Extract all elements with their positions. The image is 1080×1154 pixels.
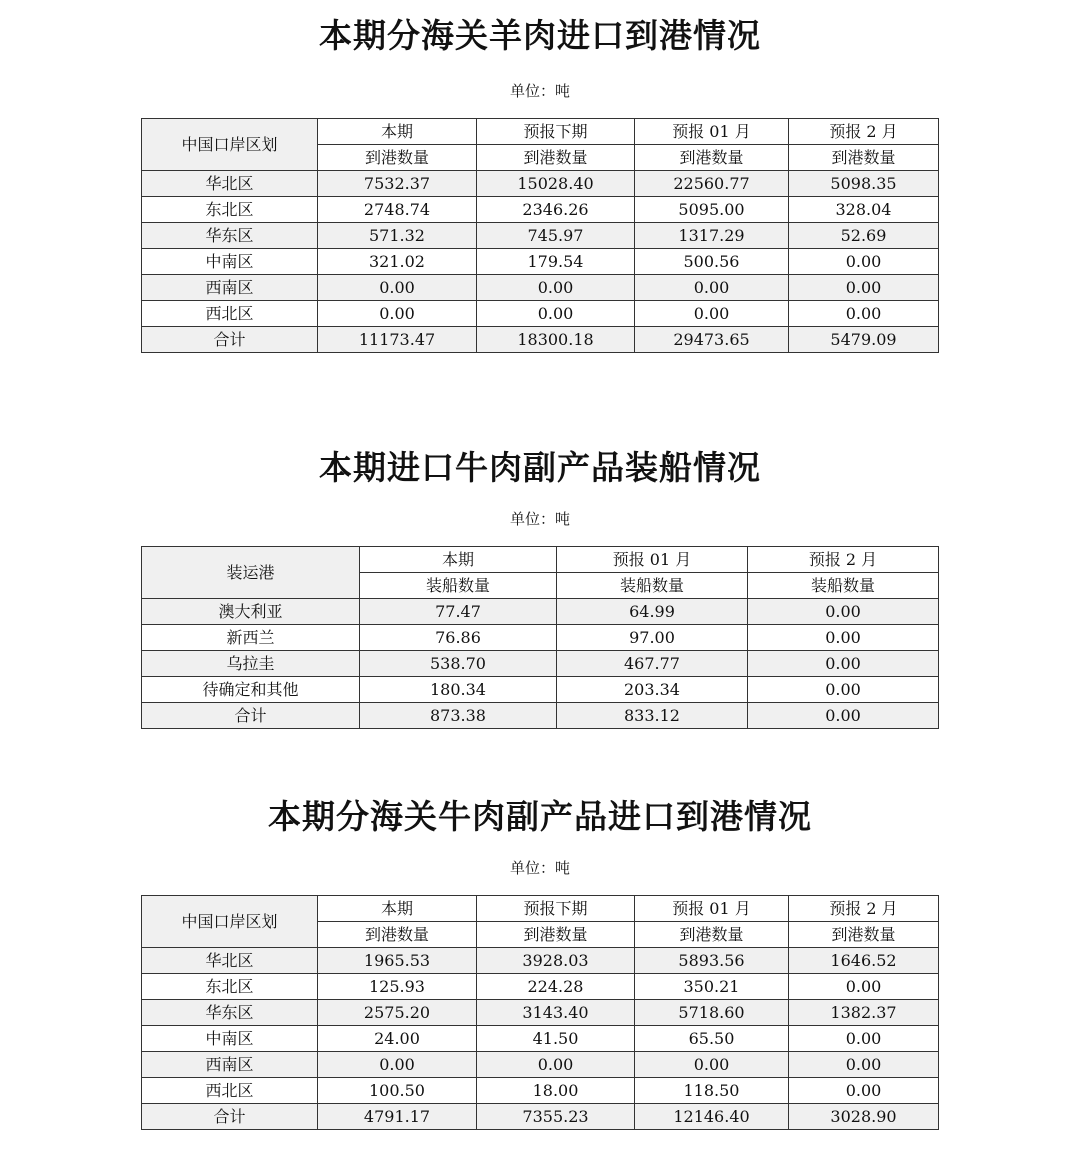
- table-cell: 64.99: [557, 599, 748, 625]
- column-subheader: 装船数量: [557, 573, 748, 599]
- header-row: [142, 896, 939, 922]
- table-cell: 203.34: [557, 677, 748, 703]
- corner-header: 装运港: [142, 547, 360, 599]
- mutton-arrival-table: [141, 118, 939, 353]
- table-cell: 5479.09: [789, 327, 939, 353]
- column-subheader: 装船数量: [748, 573, 939, 599]
- row-label: 中南区: [142, 249, 318, 275]
- column-subheader: 到港数量: [318, 145, 477, 171]
- table-cell: 350.21: [635, 974, 789, 1000]
- table-cell: 7532.37: [318, 171, 477, 197]
- column-header: 预报 01 月: [635, 896, 789, 922]
- row-label: 待确定和其他: [142, 677, 360, 703]
- column-header: 预报下期: [477, 119, 635, 145]
- row-label: 华北区: [142, 948, 318, 974]
- table1-title: 本期分海关羊肉进口到港情况: [319, 16, 761, 55]
- table-cell: 22560.77: [635, 171, 789, 197]
- table3-unit-label: 单位：吨: [509, 859, 570, 877]
- header-row: [142, 119, 939, 145]
- table-cell: 0.00: [789, 1026, 939, 1052]
- table-row: [142, 1052, 939, 1078]
- table-cell: 0.00: [789, 249, 939, 275]
- table-cell: 5718.60: [635, 1000, 789, 1026]
- table-cell: 76.86: [360, 625, 557, 651]
- table-cell: 179.54: [477, 249, 635, 275]
- table-cell: 0.00: [635, 1052, 789, 1078]
- table-cell: 52.69: [789, 223, 939, 249]
- table-row: [142, 651, 939, 677]
- column-header: 预报 01 月: [557, 547, 748, 573]
- table-cell: 29473.65: [635, 327, 789, 353]
- table-row: [142, 1078, 939, 1104]
- table3-title: 本期分海关牛肉副产品进口到港情况: [268, 797, 812, 836]
- column-header: 预报 2 月: [789, 119, 939, 145]
- row-label: 合计: [142, 703, 360, 729]
- table-cell: 3928.03: [477, 948, 635, 974]
- table-cell: 873.38: [360, 703, 557, 729]
- table-cell: 0.00: [748, 599, 939, 625]
- row-label: 华东区: [142, 1000, 318, 1026]
- table-cell: 321.02: [318, 249, 477, 275]
- column-header: 预报下期: [477, 896, 635, 922]
- table-cell: 18300.18: [477, 327, 635, 353]
- column-subheader: 到港数量: [477, 145, 635, 171]
- header-row: [142, 547, 939, 573]
- row-label: 东北区: [142, 974, 318, 1000]
- table-cell: 5095.00: [635, 197, 789, 223]
- table-cell: 5098.35: [789, 171, 939, 197]
- table-cell: 0.00: [789, 275, 939, 301]
- column-header: 本期: [360, 547, 557, 573]
- table-cell: 5893.56: [635, 948, 789, 974]
- table-cell: 0.00: [318, 275, 477, 301]
- column-subheader: 到港数量: [635, 922, 789, 948]
- table-cell: 118.50: [635, 1078, 789, 1104]
- table-row: [142, 327, 939, 353]
- column-subheader: 到港数量: [318, 922, 477, 948]
- row-label: 合计: [142, 1104, 318, 1130]
- table-cell: 467.77: [557, 651, 748, 677]
- row-label: 中南区: [142, 1026, 318, 1052]
- table-cell: 1646.52: [789, 948, 939, 974]
- table-cell: 125.93: [318, 974, 477, 1000]
- row-label: 西北区: [142, 301, 318, 327]
- table-cell: 97.00: [557, 625, 748, 651]
- table-cell: 0.00: [748, 651, 939, 677]
- row-label: 华北区: [142, 171, 318, 197]
- row-label: 新西兰: [142, 625, 360, 651]
- table-row: [142, 599, 939, 625]
- table-cell: 328.04: [789, 197, 939, 223]
- table-cell: 2575.20: [318, 1000, 477, 1026]
- table-cell: 0.00: [748, 677, 939, 703]
- row-label: 乌拉圭: [142, 651, 360, 677]
- row-label: 西北区: [142, 1078, 318, 1104]
- table-cell: 24.00: [318, 1026, 477, 1052]
- column-subheader: 到港数量: [477, 922, 635, 948]
- column-header: 预报 01 月: [635, 119, 789, 145]
- row-label: 合计: [142, 327, 318, 353]
- table-cell: 77.47: [360, 599, 557, 625]
- table-cell: 2748.74: [318, 197, 477, 223]
- table-row: [142, 974, 939, 1000]
- column-subheader: 装船数量: [360, 573, 557, 599]
- row-label: 华东区: [142, 223, 318, 249]
- beef-byproduct-shipment-table: [141, 546, 939, 729]
- table-cell: 15028.40: [477, 171, 635, 197]
- table-cell: 0.00: [477, 301, 635, 327]
- table-cell: 224.28: [477, 974, 635, 1000]
- table-cell: 18.00: [477, 1078, 635, 1104]
- table-cell: 0.00: [789, 974, 939, 1000]
- column-header: 预报 2 月: [748, 547, 939, 573]
- table-row: [142, 197, 939, 223]
- row-label: 西南区: [142, 1052, 318, 1078]
- table-row: [142, 249, 939, 275]
- row-label: 东北区: [142, 197, 318, 223]
- table1-unit-label: 单位：吨: [509, 82, 570, 100]
- table2-unit-label: 单位：吨: [509, 510, 570, 528]
- table-row: [142, 948, 939, 974]
- row-label: 澳大利亚: [142, 599, 360, 625]
- table-cell: 1965.53: [318, 948, 477, 974]
- table-cell: 0.00: [789, 1078, 939, 1104]
- table-cell: 745.97: [477, 223, 635, 249]
- table-cell: 0.00: [318, 1052, 477, 1078]
- column-subheader: 到港数量: [635, 145, 789, 171]
- column-header: 预报 2 月: [789, 896, 939, 922]
- column-subheader: 到港数量: [789, 145, 939, 171]
- table-row: [142, 1104, 939, 1130]
- column-header: 本期: [318, 896, 477, 922]
- table-cell: 0.00: [748, 625, 939, 651]
- table-cell: 500.56: [635, 249, 789, 275]
- table-cell: 833.12: [557, 703, 748, 729]
- table-cell: 2346.26: [477, 197, 635, 223]
- table-row: [142, 223, 939, 249]
- row-label: 西南区: [142, 275, 318, 301]
- table-cell: 0.00: [477, 1052, 635, 1078]
- table-cell: 3028.90: [789, 1104, 939, 1130]
- table-cell: 0.00: [789, 301, 939, 327]
- table-cell: 0.00: [635, 275, 789, 301]
- table-cell: 3143.40: [477, 1000, 635, 1026]
- table-row: [142, 703, 939, 729]
- column-header: 本期: [318, 119, 477, 145]
- table-cell: 538.70: [360, 651, 557, 677]
- table-row: [142, 1026, 939, 1052]
- column-subheader: 到港数量: [789, 922, 939, 948]
- table-cell: 41.50: [477, 1026, 635, 1052]
- table-cell: 100.50: [318, 1078, 477, 1104]
- table-cell: 7355.23: [477, 1104, 635, 1130]
- table-row: [142, 171, 939, 197]
- table-cell: 1317.29: [635, 223, 789, 249]
- table-cell: 0.00: [318, 301, 477, 327]
- table-cell: 180.34: [360, 677, 557, 703]
- table-row: [142, 677, 939, 703]
- table-cell: 0.00: [789, 1052, 939, 1078]
- table-row: [142, 1000, 939, 1026]
- table-cell: 11173.47: [318, 327, 477, 353]
- table-cell: 0.00: [748, 703, 939, 729]
- table-row: [142, 625, 939, 651]
- table-cell: 571.32: [318, 223, 477, 249]
- beef-byproduct-arrival-table: [141, 895, 939, 1130]
- corner-header: 中国口岸区划: [142, 119, 318, 171]
- table-cell: 4791.17: [318, 1104, 477, 1130]
- table2-title: 本期进口牛肉副产品装船情况: [319, 448, 761, 487]
- table-cell: 0.00: [477, 275, 635, 301]
- table-cell: 0.00: [635, 301, 789, 327]
- table-cell: 1382.37: [789, 1000, 939, 1026]
- table-row: [142, 301, 939, 327]
- table-row: [142, 275, 939, 301]
- table-cell: 65.50: [635, 1026, 789, 1052]
- corner-header: 中国口岸区划: [142, 896, 318, 948]
- table-cell: 12146.40: [635, 1104, 789, 1130]
